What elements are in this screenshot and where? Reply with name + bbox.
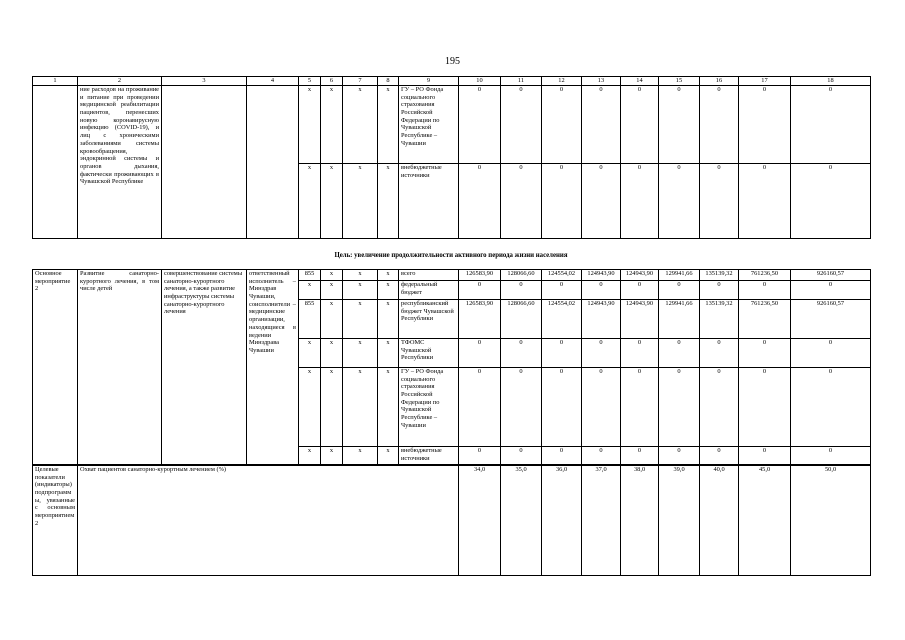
header-cell: 15 <box>659 77 700 86</box>
value-cell: 0 <box>659 339 700 368</box>
code-cell: x <box>321 339 343 368</box>
value-cell: 126583,90 <box>459 300 501 339</box>
value-cell: 926160,57 <box>791 270 871 281</box>
header-cell: 4 <box>247 77 299 86</box>
code-cell: x <box>343 281 378 300</box>
value-cell: 0 <box>739 164 791 239</box>
value-cell: 0 <box>542 339 582 368</box>
code-cell: x <box>321 300 343 339</box>
value-cell: 0 <box>791 339 871 368</box>
value-cell: 0 <box>582 86 621 164</box>
activity-goal: совершенствование системы санаторно-курортного лечения, а также развитие инфраструктуры системы санаторно-курортного лечения <box>162 270 247 465</box>
budget-table <box>32 76 870 239</box>
value-cell: 926160,57 <box>791 300 871 339</box>
code-cell: x <box>321 368 343 447</box>
code-cell: x <box>299 339 321 368</box>
indicator-value: 35,0 <box>501 466 542 576</box>
value-cell: 0 <box>659 447 700 465</box>
empty-cell <box>33 86 78 239</box>
value-cell: 0 <box>501 86 542 164</box>
value-cell: 0 <box>501 339 542 368</box>
code-cell: x <box>321 164 343 239</box>
value-cell: 0 <box>700 164 739 239</box>
code-cell: x <box>378 339 399 368</box>
activity-title: Основное мероприятие 2 <box>33 270 78 465</box>
header-cell: 2 <box>78 77 162 86</box>
value-cell: 135139,32 <box>700 300 739 339</box>
header-cell: 1 <box>33 77 78 86</box>
value-cell: 0 <box>582 164 621 239</box>
code-cell: x <box>321 447 343 465</box>
value-cell: 0 <box>739 447 791 465</box>
value-cell: 124554,02 <box>542 300 582 339</box>
indicator-value: 34,0 <box>459 466 501 576</box>
code-cell: x <box>378 164 399 239</box>
indicator-value: 50,0 <box>791 466 871 576</box>
value-cell: 0 <box>621 86 659 164</box>
code-cell: x <box>343 447 378 465</box>
value-cell: 0 <box>501 368 542 447</box>
funding-source: республиканский бюджет Чувашской Республики <box>399 300 459 339</box>
value-cell: 0 <box>700 86 739 164</box>
value-cell: 0 <box>621 339 659 368</box>
funding-source: ГУ – РО Фонда социального страхования Российской Федерации по Чувашской Республике – Чувашии <box>399 368 459 447</box>
empty-cell <box>162 86 247 239</box>
code-cell: x <box>299 447 321 465</box>
value-cell: 129941,66 <box>659 270 700 281</box>
value-cell: 0 <box>700 339 739 368</box>
header-cell: 8 <box>378 77 399 86</box>
header-cell: 17 <box>739 77 791 86</box>
code-cell: x <box>378 281 399 300</box>
value-cell: 0 <box>459 164 501 239</box>
value-cell: 0 <box>739 86 791 164</box>
value-cell: 761236,50 <box>739 300 791 339</box>
value-cell: 0 <box>459 281 501 300</box>
value-cell: 0 <box>791 281 871 300</box>
empty-cell <box>247 86 299 239</box>
funding-source: всего <box>399 270 459 281</box>
value-cell: 124943,90 <box>621 270 659 281</box>
header-cell: 13 <box>582 77 621 86</box>
code-cell: x <box>378 270 399 281</box>
value-cell: 124943,90 <box>582 300 621 339</box>
header-cell: 6 <box>321 77 343 86</box>
value-cell: 0 <box>739 281 791 300</box>
code-cell: x <box>378 300 399 339</box>
header-cell: 18 <box>791 77 871 86</box>
header-cell: 5 <box>299 77 321 86</box>
code-cell: x <box>343 164 378 239</box>
value-cell: 0 <box>739 368 791 447</box>
indicator-value: 39,0 <box>659 466 700 576</box>
value-cell: 124943,90 <box>621 300 659 339</box>
measure-text: ние расходов на проживание и питание при проведении медицинской реабилитации пациентов, перенесших новую коронавирусную инфекцию (COVID-19), и лиц с хроническими заболеваниями системы кровообращения, эндокринной системы и органов дыхания, фактически проживающих в Чувашской Республике <box>78 86 162 239</box>
funding-source: ГУ – РО Фонда социального страхования Российской Федерации по Чувашской Республике – Чувашии <box>399 86 459 164</box>
value-cell: 0 <box>659 164 700 239</box>
value-cell: 0 <box>542 368 582 447</box>
header-cell: 3 <box>162 77 247 86</box>
value-cell: 0 <box>459 447 501 465</box>
funding-source: федеральный бюджет <box>399 281 459 300</box>
code-cell: 855 <box>299 300 321 339</box>
activity-table <box>32 269 870 465</box>
value-cell: 0 <box>659 86 700 164</box>
indicators-table <box>32 465 870 576</box>
value-cell: 0 <box>621 368 659 447</box>
code-cell: x <box>321 86 343 164</box>
header-cell: 11 <box>501 77 542 86</box>
value-cell: 128066,60 <box>501 300 542 339</box>
code-cell: x <box>299 86 321 164</box>
header-cell: 16 <box>700 77 739 86</box>
value-cell: 0 <box>791 368 871 447</box>
value-cell: 0 <box>582 281 621 300</box>
value-cell: 0 <box>542 281 582 300</box>
responsible-executor: ответственный исполнитель – Минздрав Чувашии, соисполнители – медицинские организации, находящиеся в ведении Минздрава Чувашии <box>247 270 299 465</box>
value-cell: 0 <box>501 164 542 239</box>
value-cell: 0 <box>739 339 791 368</box>
code-cell: 855 <box>299 270 321 281</box>
header-cell: 9 <box>399 77 459 86</box>
value-cell: 0 <box>621 447 659 465</box>
code-cell: x <box>343 270 378 281</box>
value-cell: 126583,90 <box>459 270 501 281</box>
indicator-value: 45,0 <box>739 466 791 576</box>
header-cell: 7 <box>343 77 378 86</box>
code-cell: x <box>299 368 321 447</box>
value-cell: 0 <box>582 368 621 447</box>
table-row <box>33 466 871 576</box>
code-cell: x <box>299 281 321 300</box>
code-cell: x <box>378 447 399 465</box>
value-cell: 0 <box>621 164 659 239</box>
value-cell: 761236,50 <box>739 270 791 281</box>
funding-source: ТФОМС Чувашской Республики <box>399 339 459 368</box>
value-cell: 135139,32 <box>700 270 739 281</box>
value-cell: 128066,60 <box>501 270 542 281</box>
value-cell: 0 <box>459 368 501 447</box>
code-cell: x <box>299 164 321 239</box>
header-row <box>33 77 871 86</box>
value-cell: 0 <box>459 86 501 164</box>
table-row <box>33 86 871 164</box>
activity-name: Развитие санаторно-курортного лечения, в том числе детей <box>78 270 162 465</box>
indicator-value: 38,0 <box>621 466 659 576</box>
page-number: 195 <box>445 56 460 67</box>
value-cell: 0 <box>700 281 739 300</box>
funding-source: внебюджетные источники <box>399 164 459 239</box>
indicator-value: 36,0 <box>542 466 582 576</box>
value-cell: 0 <box>542 164 582 239</box>
value-cell: 0 <box>659 281 700 300</box>
code-cell: x <box>343 339 378 368</box>
value-cell: 124554,02 <box>542 270 582 281</box>
value-cell: 0 <box>501 281 542 300</box>
code-cell: x <box>343 300 378 339</box>
code-cell: x <box>343 86 378 164</box>
value-cell: 0 <box>659 368 700 447</box>
value-cell: 0 <box>582 447 621 465</box>
value-cell: 0 <box>542 447 582 465</box>
table-row <box>33 270 871 281</box>
indicator-text: Охват пациентов санаторно-курортным лечением (%) <box>78 466 459 576</box>
value-cell: 0 <box>459 339 501 368</box>
value-cell: 0 <box>542 86 582 164</box>
code-cell: x <box>321 270 343 281</box>
code-cell: x <box>321 281 343 300</box>
value-cell: 0 <box>791 86 871 164</box>
value-cell: 0 <box>501 447 542 465</box>
header-cell: 10 <box>459 77 501 86</box>
indicator-value: 37,0 <box>582 466 621 576</box>
header-cell: 14 <box>621 77 659 86</box>
header-cell: 12 <box>542 77 582 86</box>
value-cell: 129941,66 <box>659 300 700 339</box>
code-cell: x <box>378 368 399 447</box>
indicator-value: 40,0 <box>700 466 739 576</box>
funding-source: внебюджетные источники <box>399 447 459 465</box>
indicator-title: Целевые показатели (индикаторы) подпрограммы, увязанные с основным мероприятием 2 <box>33 466 78 576</box>
value-cell: 0 <box>621 281 659 300</box>
value-cell: 0 <box>582 339 621 368</box>
code-cell: x <box>343 368 378 447</box>
value-cell: 0 <box>700 447 739 465</box>
goal-title: Цель: увеличение продолжительности активного периода жизни населения <box>334 252 568 259</box>
value-cell: 0 <box>700 368 739 447</box>
code-cell: x <box>378 86 399 164</box>
value-cell: 124943,90 <box>582 270 621 281</box>
value-cell: 0 <box>791 447 871 465</box>
value-cell: 0 <box>791 164 871 239</box>
